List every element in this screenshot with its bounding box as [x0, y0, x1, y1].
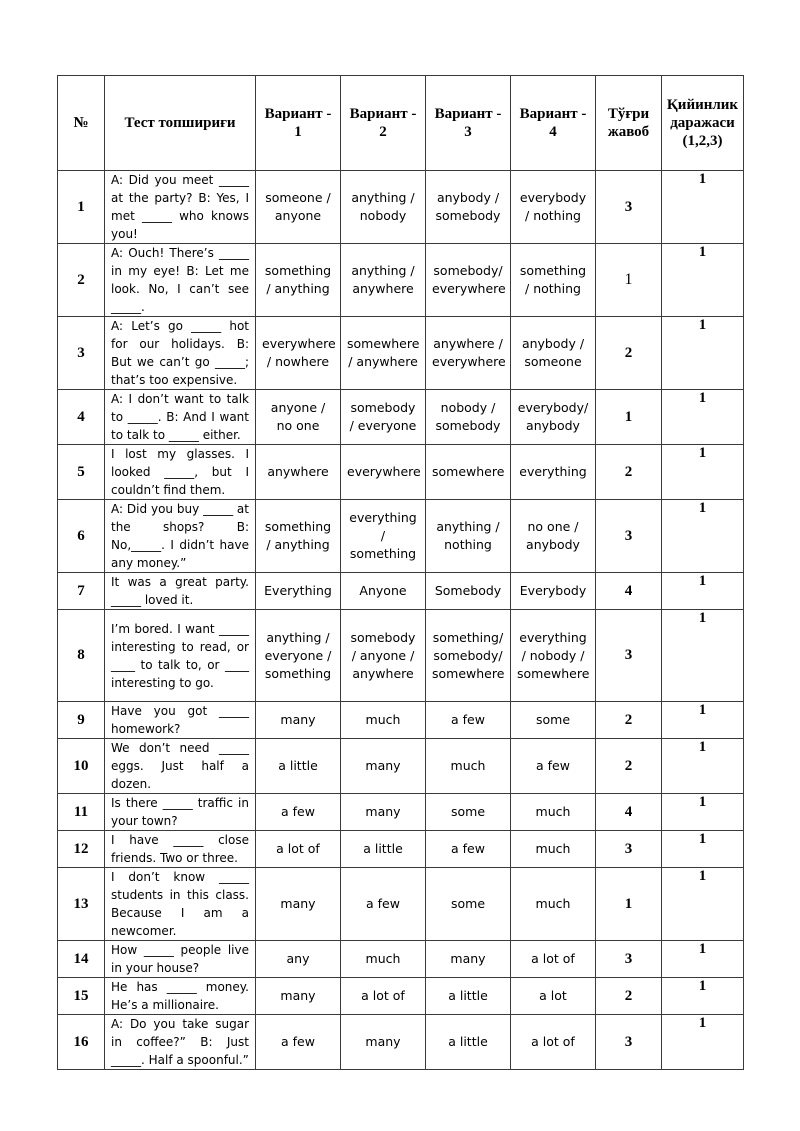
- header-variant-2: Вариант - 2: [341, 76, 426, 171]
- variant-3-cell: many: [426, 941, 511, 978]
- row-number: 4: [58, 390, 105, 445]
- variant-1-cell: many: [256, 702, 341, 739]
- task-text: It was a great party. _____ loved it.: [105, 573, 256, 610]
- table-row: [58, 445, 744, 500]
- variant-2-cell: a little: [341, 831, 426, 868]
- variant-2-cell: anything / anywhere: [341, 244, 426, 317]
- variant-1-cell: a few: [256, 1015, 341, 1070]
- correct-answer-cell: 3: [596, 941, 662, 978]
- difficulty-level-cell: 1: [662, 978, 744, 1015]
- header-difficulty-level: Қийинлик даражаси (1,2,3): [662, 76, 744, 171]
- correct-answer-cell: 3: [596, 610, 662, 702]
- variant-3-cell: nobody / somebody: [426, 390, 511, 445]
- variant-3-cell: much: [426, 739, 511, 794]
- table-row: [58, 573, 744, 610]
- variant-4-cell: a few: [511, 739, 596, 794]
- task-text: I lost my glasses. I looked _____, but I couldn’t find them.: [105, 445, 256, 500]
- task-text: How _____ people live in your house?: [105, 941, 256, 978]
- correct-answer-cell: 2: [596, 702, 662, 739]
- variant-2-cell: everywhere: [341, 445, 426, 500]
- correct-answer-cell: 3: [596, 831, 662, 868]
- difficulty-level-cell: 1: [662, 317, 744, 390]
- difficulty-level-cell: 1: [662, 390, 744, 445]
- variant-4-cell: much: [511, 868, 596, 941]
- correct-answer-cell: 3: [596, 500, 662, 573]
- correct-answer-cell: 2: [596, 739, 662, 794]
- variant-1-cell: anything / everyone / something: [256, 610, 341, 702]
- table-row: [58, 171, 744, 244]
- variant-2-cell: somewhere / anywhere: [341, 317, 426, 390]
- variant-4-cell: something / nothing: [511, 244, 596, 317]
- correct-answer-cell: 2: [596, 978, 662, 1015]
- variant-3-cell: a little: [426, 1015, 511, 1070]
- variant-3-cell: somewhere: [426, 445, 511, 500]
- header-variant-3: Вариант - 3: [426, 76, 511, 171]
- table-row: [58, 978, 744, 1015]
- variant-3-cell: a few: [426, 831, 511, 868]
- variant-4-cell: a lot of: [511, 941, 596, 978]
- row-number: 9: [58, 702, 105, 739]
- table-row: [58, 610, 744, 702]
- correct-answer-cell: 2: [596, 445, 662, 500]
- variant-1-cell: many: [256, 978, 341, 1015]
- task-text: A: I don’t want to talk to _____. B: And I want to talk to _____ either.: [105, 390, 256, 445]
- header-variant-1: Вариант - 1: [256, 76, 341, 171]
- variant-1-cell: something / anything: [256, 244, 341, 317]
- difficulty-level-cell: 1: [662, 1015, 744, 1070]
- task-text: I’m bored. I want _____ interesting to read, or ____ to talk to, or ____ interesting to go.: [105, 610, 256, 702]
- variant-4-cell: anybody / someone: [511, 317, 596, 390]
- difficulty-level-cell: 1: [662, 941, 744, 978]
- variant-1-cell: something / anything: [256, 500, 341, 573]
- row-number: 8: [58, 610, 105, 702]
- row-number: 7: [58, 573, 105, 610]
- variant-2-cell: many: [341, 1015, 426, 1070]
- row-number: 10: [58, 739, 105, 794]
- task-text: A: Did you meet _____ at the party? B: Yes, I met _____ who knows you!: [105, 171, 256, 244]
- row-number: 3: [58, 317, 105, 390]
- variant-3-cell: a little: [426, 978, 511, 1015]
- task-text: He has _____ money. He’s a millionaire.: [105, 978, 256, 1015]
- variant-2-cell: many: [341, 739, 426, 794]
- table-row: [58, 702, 744, 739]
- variant-1-cell: anywhere: [256, 445, 341, 500]
- variant-3-cell: some: [426, 868, 511, 941]
- variant-4-cell: Everybody: [511, 573, 596, 610]
- task-text: A: Do you take sugar in coffee?” B: Just _____. Half a spoonful.”: [105, 1015, 256, 1070]
- variant-4-cell: everything: [511, 445, 596, 500]
- correct-answer-cell: 4: [596, 573, 662, 610]
- difficulty-level-cell: 1: [662, 702, 744, 739]
- header-task: Тест топшириғи: [105, 76, 256, 171]
- variant-1-cell: a few: [256, 794, 341, 831]
- variant-3-cell: anybody / somebody: [426, 171, 511, 244]
- difficulty-level-cell: 1: [662, 573, 744, 610]
- table-row: [58, 1015, 744, 1070]
- difficulty-level-cell: 1: [662, 500, 744, 573]
- row-number: 12: [58, 831, 105, 868]
- row-number: 13: [58, 868, 105, 941]
- header-row: [58, 76, 744, 171]
- variant-2-cell: somebody / anyone / anywhere: [341, 610, 426, 702]
- correct-answer-cell: 3: [596, 171, 662, 244]
- correct-answer-cell: 1: [596, 868, 662, 941]
- task-text: We don’t need _____ eggs. Just half a dozen.: [105, 739, 256, 794]
- variant-4-cell: everybody/ anybody: [511, 390, 596, 445]
- table-row: [58, 941, 744, 978]
- header-number: №: [58, 76, 105, 171]
- correct-answer-cell: 4: [596, 794, 662, 831]
- row-number: 11: [58, 794, 105, 831]
- variant-4-cell: no one / anybody: [511, 500, 596, 573]
- variant-1-cell: many: [256, 868, 341, 941]
- variant-2-cell: anything / nobody: [341, 171, 426, 244]
- variant-2-cell: a few: [341, 868, 426, 941]
- variant-1-cell: anyone / no one: [256, 390, 341, 445]
- variant-2-cell: everything / something: [341, 500, 426, 573]
- correct-answer-cell: 1: [596, 244, 662, 317]
- variant-1-cell: any: [256, 941, 341, 978]
- task-text: I don’t know _____ students in this class. Because I am a newcomer.: [105, 868, 256, 941]
- table-row: [58, 317, 744, 390]
- variant-3-cell: a few: [426, 702, 511, 739]
- row-number: 1: [58, 171, 105, 244]
- difficulty-level-cell: 1: [662, 171, 744, 244]
- variant-4-cell: some: [511, 702, 596, 739]
- correct-answer-cell: 3: [596, 1015, 662, 1070]
- difficulty-level-cell: 1: [662, 868, 744, 941]
- table-row: [58, 794, 744, 831]
- correct-answer-cell: 1: [596, 390, 662, 445]
- variant-2-cell: much: [341, 702, 426, 739]
- difficulty-level-cell: 1: [662, 610, 744, 702]
- variant-3-cell: anywhere / everywhere: [426, 317, 511, 390]
- header-correct-answer: Тўғри жавоб: [596, 76, 662, 171]
- table-row: [58, 831, 744, 868]
- table-row: [58, 244, 744, 317]
- difficulty-level-cell: 1: [662, 831, 744, 868]
- variant-1-cell: someone / anyone: [256, 171, 341, 244]
- table-row: [58, 500, 744, 573]
- variant-1-cell: a little: [256, 739, 341, 794]
- correct-answer-cell: 2: [596, 317, 662, 390]
- variant-2-cell: much: [341, 941, 426, 978]
- test-table: [57, 75, 744, 1070]
- variant-3-cell: somebody/ everywhere: [426, 244, 511, 317]
- variant-1-cell: everywhere / nowhere: [256, 317, 341, 390]
- task-text: A: Ouch! There’s _____ in my eye! B: Let me look. No, I can’t see _____.: [105, 244, 256, 317]
- variant-4-cell: a lot: [511, 978, 596, 1015]
- difficulty-level-cell: 1: [662, 794, 744, 831]
- variant-3-cell: anything / nothing: [426, 500, 511, 573]
- variant-2-cell: somebody / everyone: [341, 390, 426, 445]
- table-row: [58, 868, 744, 941]
- task-text: Have you got _____ homework?: [105, 702, 256, 739]
- variant-2-cell: many: [341, 794, 426, 831]
- task-text: A: Did you buy _____ at the shops? B: No,_____. I didn’t have any money.”: [105, 500, 256, 573]
- task-text: Is there _____ traffic in your town?: [105, 794, 256, 831]
- table-row: [58, 739, 744, 794]
- variant-3-cell: something/ somebody/ somewhere: [426, 610, 511, 702]
- variant-3-cell: Somebody: [426, 573, 511, 610]
- row-number: 15: [58, 978, 105, 1015]
- variant-4-cell: much: [511, 831, 596, 868]
- variant-4-cell: everything / nobody / somewhere: [511, 610, 596, 702]
- variant-4-cell: a lot of: [511, 1015, 596, 1070]
- row-number: 16: [58, 1015, 105, 1070]
- variant-2-cell: a lot of: [341, 978, 426, 1015]
- variant-1-cell: Everything: [256, 573, 341, 610]
- difficulty-level-cell: 1: [662, 739, 744, 794]
- difficulty-level-cell: 1: [662, 445, 744, 500]
- variant-3-cell: some: [426, 794, 511, 831]
- task-text: A: Let’s go _____ hot for our holidays. B: But we can’t go _____; that’s too expensive.: [105, 317, 256, 390]
- difficulty-level-cell: 1: [662, 244, 744, 317]
- row-number: 14: [58, 941, 105, 978]
- table-row: [58, 390, 744, 445]
- variant-2-cell: Anyone: [341, 573, 426, 610]
- header-variant-4: Вариант - 4: [511, 76, 596, 171]
- row-number: 5: [58, 445, 105, 500]
- variant-1-cell: a lot of: [256, 831, 341, 868]
- task-text: I have _____ close friends. Two or three.: [105, 831, 256, 868]
- variant-4-cell: much: [511, 794, 596, 831]
- variant-4-cell: everybody / nothing: [511, 171, 596, 244]
- row-number: 2: [58, 244, 105, 317]
- row-number: 6: [58, 500, 105, 573]
